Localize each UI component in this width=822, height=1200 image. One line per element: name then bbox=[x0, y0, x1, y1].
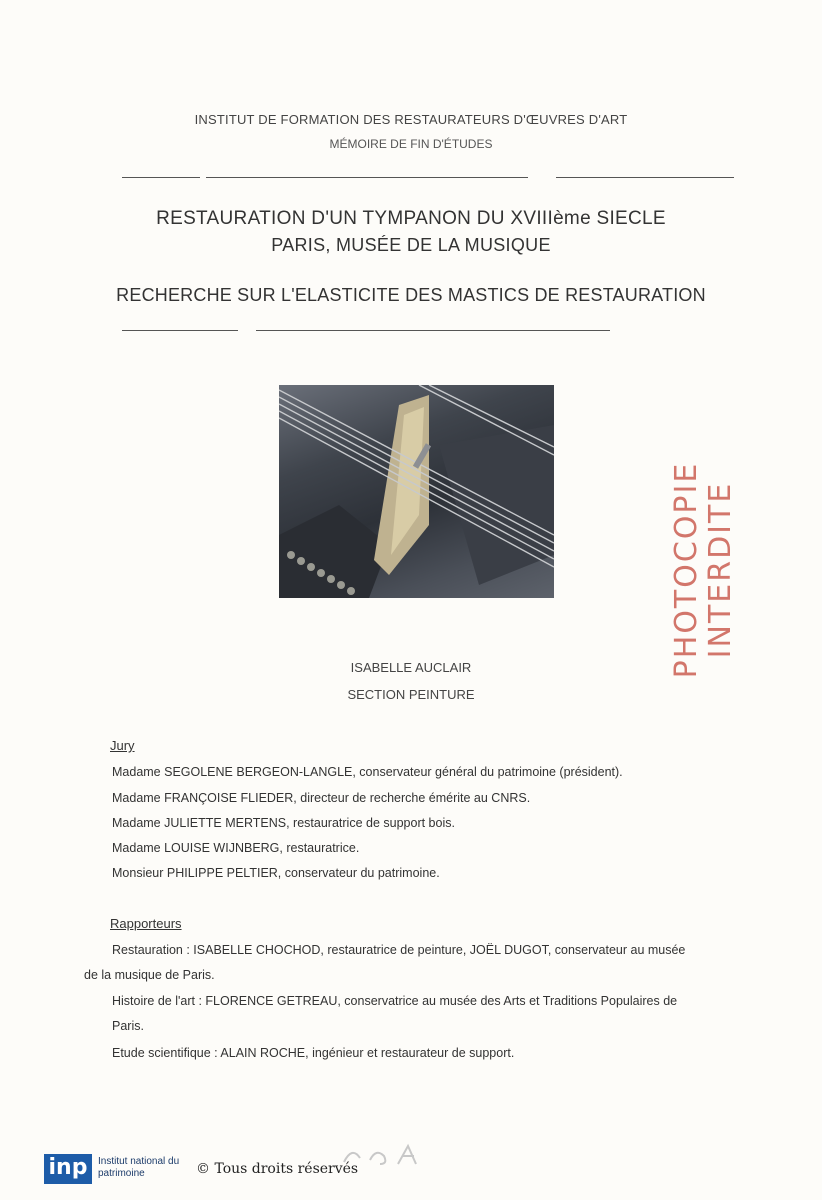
etude-rapporteur: Etude scientifique : ALAIN ROCHE, ingénieur et restaurateur de support. bbox=[112, 1046, 515, 1060]
rapporteurs-heading: Rapporteurs bbox=[110, 916, 182, 931]
copyright-notice: © Tous droits réservés bbox=[196, 1161, 359, 1177]
author-section: SECTION PEINTURE bbox=[347, 687, 475, 702]
institution-name: Institut national du patrimoine bbox=[98, 1156, 180, 1179]
jury-member: Madame JULIETTE MERTENS, restauratrice de support bois. bbox=[112, 816, 455, 830]
title-divider-right bbox=[256, 330, 610, 331]
institute-heading: INSTITUT DE FORMATION DES RESTAURATEURS D'ŒUVRES D'ART bbox=[194, 112, 628, 127]
photocopy-prohibited-stamp bbox=[670, 455, 760, 685]
restauration-rapporteurs-cont: de la musique de Paris. bbox=[84, 968, 215, 982]
title-line-3: RECHERCHE SUR L'ELASTICITE DES MASTICS DE RESTAURATION bbox=[116, 285, 706, 305]
memoir-subheading: MÉMOIRE DE FIN D'ÉTUDES bbox=[329, 137, 493, 151]
restauration-rapporteurs: Restauration : ISABELLE CHOCHOD, restauratrice de peinture, JOËL DUGOT, conservateur au musée bbox=[112, 943, 686, 957]
top-divider-left bbox=[122, 177, 200, 178]
author-name: ISABELLE AUCLAIR bbox=[350, 660, 472, 675]
handwritten-mark bbox=[340, 1140, 430, 1177]
histoire-rapporteur-cont: Paris. bbox=[112, 1019, 144, 1033]
instrument-photo bbox=[279, 385, 554, 598]
jury-member: Madame FRANÇOISE FLIEDER, directeur de recherche émérite au CNRS. bbox=[112, 791, 531, 805]
stamp-text: PHOTOCOPIE INTERDITE bbox=[669, 461, 738, 679]
top-divider-right bbox=[556, 177, 734, 178]
jury-heading: Jury bbox=[110, 738, 135, 753]
histoire-rapporteur: Histoire de l'art : FLORENCE GETREAU, conservatrice au musée des Arts et Traditions Populaires de bbox=[112, 994, 678, 1008]
inp-logo: inp bbox=[44, 1154, 92, 1184]
jury-member: Madame SEGOLENE BERGEON-LANGLE, conservateur général du patrimoine (président). bbox=[112, 765, 623, 779]
title-divider-left bbox=[122, 330, 238, 331]
title-line-1: RESTAURATION D'UN TYMPANON DU XVIIIème SIECLE bbox=[156, 208, 666, 229]
title-line-2: PARIS, MUSÉE DE LA MUSIQUE bbox=[271, 235, 551, 255]
jury-member: Madame LOUISE WIJNBERG, restauratrice. bbox=[112, 841, 360, 855]
jury-member: Monsieur PHILIPPE PELTIER, conservateur du patrimoine. bbox=[112, 866, 440, 880]
top-divider-middle bbox=[206, 177, 528, 178]
